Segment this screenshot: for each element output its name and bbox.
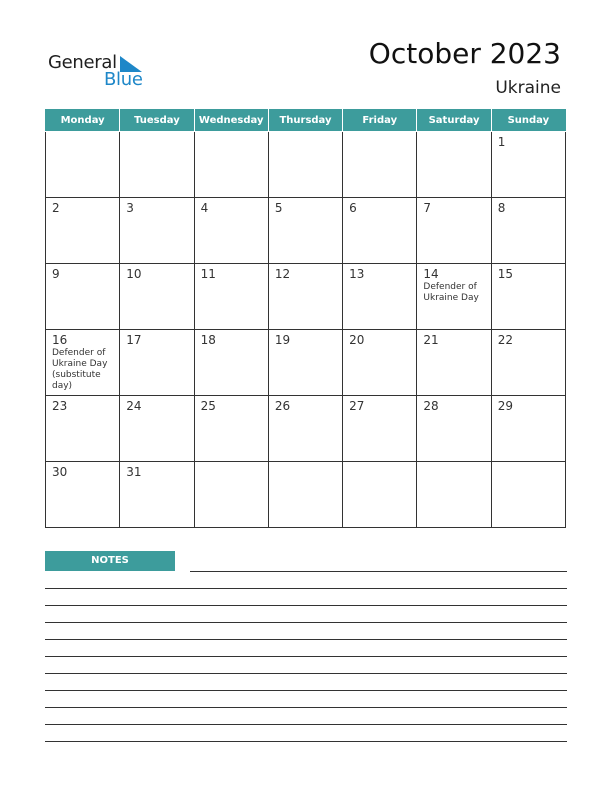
- week-row: [46, 264, 566, 330]
- notes-rule-line: [45, 588, 567, 589]
- notes-rule-line: [45, 673, 567, 674]
- day-cell: [491, 132, 565, 198]
- day-cell-content: [46, 396, 119, 461]
- weekday-header: Wednesday: [194, 110, 268, 132]
- day-cell-content: [46, 198, 119, 263]
- day-cell-content: [343, 264, 416, 329]
- notes-rule-line: [190, 571, 567, 572]
- day-number: 11: [200, 267, 216, 281]
- day-cell-content: [195, 330, 268, 395]
- day-cell: [46, 132, 120, 198]
- notes-rule-line: [45, 741, 567, 742]
- day-cell-content: [46, 264, 119, 329]
- calendar-body: [46, 132, 566, 528]
- day-number: 17: [126, 333, 142, 347]
- day-cell-content: [269, 198, 342, 263]
- notes-rule-line: [45, 622, 567, 623]
- holiday-label: Defender of Ukraine Day: [423, 282, 479, 303]
- day-cell: [120, 330, 194, 396]
- day-number: 16: [52, 333, 68, 347]
- day-number: 23: [52, 399, 68, 413]
- weekday-header: Saturday: [417, 110, 491, 132]
- day-number: 28: [423, 399, 439, 413]
- day-cell-content: [492, 396, 565, 461]
- day-cell-content: [492, 264, 565, 329]
- day-cell: [120, 396, 194, 462]
- day-cell-content: [195, 264, 268, 329]
- day-cell: [268, 264, 342, 330]
- week-row: [46, 198, 566, 264]
- day-number: 29: [497, 399, 513, 413]
- week-row: [46, 462, 566, 528]
- weekday-header: Tuesday: [120, 110, 194, 132]
- day-number: 3: [126, 201, 134, 215]
- day-cell-content: [343, 396, 416, 461]
- day-cell-content: [195, 132, 268, 197]
- day-number: 25: [200, 399, 216, 413]
- notes-rule-line: [45, 724, 567, 725]
- day-cell: [417, 462, 491, 528]
- notes-rule-line: [45, 707, 567, 708]
- day-cell-content: [46, 330, 119, 395]
- day-number: 31: [126, 465, 142, 479]
- day-cell: [120, 198, 194, 264]
- day-cell: [417, 198, 491, 264]
- day-cell: [46, 330, 120, 396]
- day-number: 9: [52, 267, 60, 281]
- week-row: [46, 396, 566, 462]
- country-name: Ukraine: [495, 78, 561, 98]
- weekday-header: Friday: [343, 110, 417, 132]
- day-cell-content: [120, 132, 193, 197]
- day-cell: [46, 462, 120, 528]
- day-cell: [46, 198, 120, 264]
- day-cell-content: [492, 198, 565, 263]
- day-cell: [491, 198, 565, 264]
- day-cell: [46, 396, 120, 462]
- day-cell: [268, 330, 342, 396]
- day-cell: [343, 462, 417, 528]
- calendar-title: October 2023: [368, 37, 561, 70]
- day-cell: [491, 396, 565, 462]
- week-row: [46, 132, 566, 198]
- day-cell-content: [343, 330, 416, 395]
- day-cell-content: [343, 198, 416, 263]
- day-cell: [417, 132, 491, 198]
- day-cell-content: [417, 462, 490, 527]
- day-cell-content: [492, 132, 565, 197]
- day-cell: [268, 396, 342, 462]
- day-cell: [120, 462, 194, 528]
- day-cell: [343, 198, 417, 264]
- weekday-header: Sunday: [491, 110, 565, 132]
- day-cell: [194, 198, 268, 264]
- day-cell: [268, 132, 342, 198]
- day-cell-content: [417, 396, 490, 461]
- day-cell: [417, 396, 491, 462]
- day-cell-content: [46, 132, 119, 197]
- day-number: 22: [497, 333, 513, 347]
- logo-text-blue: Blue: [104, 69, 143, 90]
- day-cell: [417, 264, 491, 330]
- generalblue-logo: [48, 52, 158, 92]
- day-cell-content: [120, 264, 193, 329]
- day-number: 18: [200, 333, 216, 347]
- day-cell: [343, 264, 417, 330]
- day-number: 30: [52, 465, 68, 479]
- day-cell-content: [269, 264, 342, 329]
- weekday-header: Thursday: [268, 110, 342, 132]
- day-number: 7: [423, 201, 432, 215]
- day-number: 21: [423, 333, 439, 347]
- day-cell: [194, 264, 268, 330]
- notes-rule-line: [45, 639, 567, 640]
- day-cell: [491, 462, 565, 528]
- day-number: 10: [126, 267, 142, 281]
- weekday-header-row: [46, 110, 566, 132]
- day-cell: [120, 264, 194, 330]
- notes-rule-line: [45, 656, 567, 657]
- day-number: 6: [349, 201, 357, 215]
- day-cell: [194, 330, 268, 396]
- day-number: 12: [274, 267, 291, 281]
- day-cell: [194, 132, 268, 198]
- day-cell: [491, 330, 565, 396]
- day-cell: [120, 132, 194, 198]
- notes-label: NOTES: [45, 551, 175, 571]
- day-cell: [46, 264, 120, 330]
- day-cell-content: [269, 132, 342, 197]
- day-number: 20: [349, 333, 365, 347]
- day-cell-content: [343, 462, 416, 527]
- day-number: 19: [274, 333, 291, 347]
- day-cell-content: [417, 132, 490, 197]
- week-row: [46, 330, 566, 396]
- day-number: 8: [497, 201, 506, 215]
- day-cell-content: [492, 462, 565, 527]
- day-cell-content: [417, 264, 490, 329]
- day-number: 13: [349, 267, 365, 281]
- day-cell-content: [417, 330, 490, 395]
- day-number: 1: [497, 135, 506, 149]
- day-cell-content: [417, 198, 490, 263]
- day-cell: [194, 462, 268, 528]
- day-number: 15: [497, 267, 513, 281]
- day-number: 2: [52, 201, 60, 215]
- calendar-grid: [45, 109, 566, 528]
- day-cell: [268, 462, 342, 528]
- day-cell: [491, 264, 565, 330]
- day-cell: [343, 132, 417, 198]
- day-cell-content: [269, 462, 342, 527]
- day-cell: [417, 330, 491, 396]
- weekday-header: Monday: [46, 110, 120, 132]
- day-number: 14: [423, 267, 439, 281]
- day-cell-content: [120, 462, 193, 527]
- day-cell-content: [120, 330, 193, 395]
- day-cell-content: [195, 462, 268, 527]
- day-cell-content: [120, 396, 193, 461]
- day-cell-content: [195, 396, 268, 461]
- day-cell-content: [46, 462, 119, 527]
- day-number: 24: [126, 399, 142, 413]
- day-cell-content: [269, 330, 342, 395]
- day-cell-content: [269, 396, 342, 461]
- day-number: 26: [274, 399, 291, 413]
- day-number: 5: [274, 201, 283, 215]
- day-cell-content: [120, 198, 193, 263]
- day-cell: [343, 330, 417, 396]
- day-cell-content: [492, 330, 565, 395]
- day-cell: [343, 396, 417, 462]
- day-number: 27: [349, 399, 365, 413]
- day-cell: [268, 198, 342, 264]
- day-number: 4: [200, 201, 209, 215]
- logo-text-general: General: [48, 52, 117, 73]
- notes-rule-line: [45, 605, 567, 606]
- day-cell-content: [343, 132, 416, 197]
- day-cell: [194, 396, 268, 462]
- notes-rule-line: [45, 690, 567, 691]
- holiday-label: Defender of Ukraine Day (substitute day): [52, 348, 108, 391]
- day-cell-content: [195, 198, 268, 263]
